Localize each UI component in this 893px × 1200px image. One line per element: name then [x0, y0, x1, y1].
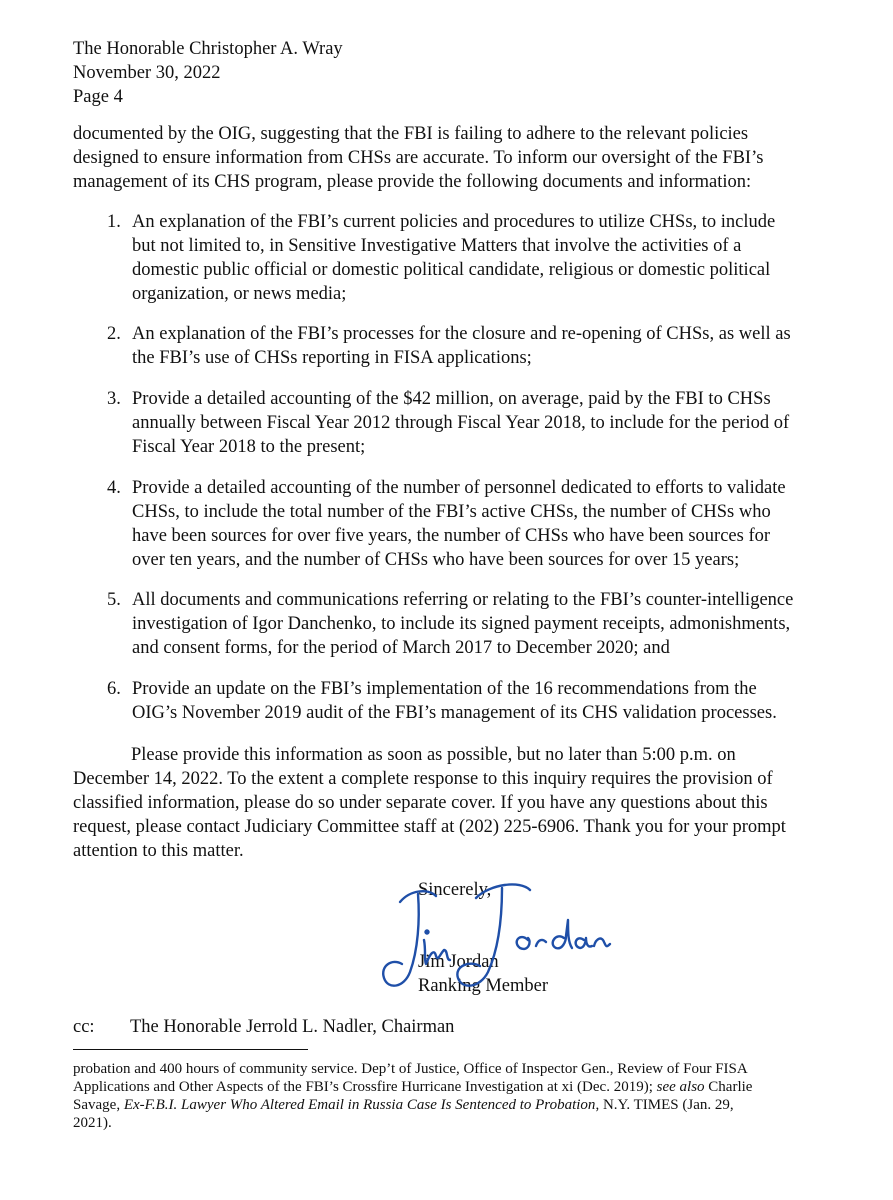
list-item-text [132, 476, 786, 572]
closing-line: Please provide this information as soon as possible, but no later than 5:00 p.m. on [131, 745, 736, 765]
page-number: Page 4 [73, 87, 123, 107]
list-item-line: Provide a detailed accounting of the number of personnel dedicated to efforts to validate [132, 478, 786, 498]
cc-label: cc: [73, 1017, 95, 1037]
list-item-line: and consent forms, for the period of March 2017 to December 2020; and [132, 638, 670, 658]
list-item-text [132, 387, 789, 459]
list-item-number: 3. [107, 389, 121, 409]
list-item-line: Fiscal Year 2018 to the present; [132, 437, 366, 457]
salutation: Sincerely, [418, 880, 492, 900]
recipient-line: The Honorable Christopher A. Wray [73, 39, 343, 59]
cc-recipient: The Honorable Jerrold L. Nadler, Chairman [130, 1017, 455, 1037]
list-item-text [132, 322, 791, 370]
footnote-divider [73, 1049, 308, 1050]
footnote-line: 2021). [73, 1115, 112, 1131]
footnote-text: Charlie [704, 1079, 753, 1095]
list-item-line: investigation of Igor Danchenko, to include its signed payment receipts, admonishments, [132, 614, 791, 634]
list-item-number: 5. [107, 590, 121, 610]
date-line: November 30, 2022 [73, 63, 221, 83]
footnote [73, 1060, 752, 1132]
list-item-line: have been sources for over five years, the number of CHSs who have been sources for [132, 526, 771, 546]
list-item-line: All documents and communications referring or relating to the FBI’s counter-intelligence [132, 590, 794, 610]
footnote-article-title: Ex-F.B.I. Lawyer Who Altered Email in Russia Case Is Sentenced to Probation [123, 1097, 596, 1113]
list-item-line: but not limited to, in Sensitive Investigative Matters that involve the activities of a [132, 236, 742, 256]
list-item-text [132, 588, 793, 660]
list-item-line: An explanation of the FBI’s current policies and procedures to utilize CHSs, to include [132, 212, 776, 232]
footnote-text: Applications and Other Aspects of the FBI’s Crossfire Hurricane Investigation at xi (Dec. 2019); [73, 1079, 657, 1095]
list-item-number: 6. [107, 679, 121, 699]
closing-paragraph [73, 743, 786, 863]
footnote-line [73, 1096, 752, 1114]
letter-header [73, 37, 343, 109]
footnote-text: Savage, [73, 1097, 124, 1113]
list-item-line: over ten years, and the number of CHSs who have been sources for over 15 years; [132, 550, 740, 570]
intro-line: management of its CHS program, please provide the following documents and information: [73, 172, 752, 192]
list-item-line: Provide an update on the FBI’s implementation of the 16 recommendations from the [132, 679, 757, 699]
list-item-line: annually between Fiscal Year 2012 through Fiscal Year 2018, to include for the period of [132, 413, 790, 433]
footnote-line [73, 1078, 752, 1096]
footnote-signal: see also [656, 1079, 705, 1095]
list-item-number: 1. [107, 212, 121, 232]
list-item-line: Provide a detailed accounting of the $42 million, on average, paid by the FBI to CHSs [132, 389, 771, 409]
footnote-line: probation and 400 hours of community service. Dep’t of Justice, Office of Inspector Gen., Review of Four FISA [73, 1061, 748, 1077]
list-item-number: 2. [107, 324, 121, 344]
signer-title: Ranking Member [418, 976, 548, 996]
closing-line: classified information, please do so under separate cover. If you have any questions about this [73, 793, 768, 813]
list-item-number: 4. [107, 478, 121, 498]
intro-line: designed to ensure information from CHSs are accurate. To inform our oversight of the FBI’s [73, 148, 764, 168]
list-item-line: CHSs, to include the total number of the FBI’s active CHSs, the number of CHSs who [132, 502, 771, 522]
list-item-line: An explanation of the FBI’s processes for the closure and re-opening of CHSs, as well as [132, 324, 791, 344]
footnote-text: , N.Y. TIMES (Jan. 29, [595, 1097, 734, 1113]
list-item-line: the FBI’s use of CHSs reporting in FISA applications; [132, 348, 532, 368]
closing-line: attention to this matter. [73, 841, 244, 861]
list-item-text [132, 677, 777, 725]
list-item-text [132, 210, 775, 306]
intro-paragraph [73, 122, 833, 194]
closing-line: December 14, 2022. To the extent a complete response to this inquiry requires the provision of [73, 769, 773, 789]
list-item-line: OIG’s November 2019 audit of the FBI’s management of its CHS validation processes. [132, 703, 777, 723]
handwritten-signature [380, 880, 615, 995]
list-item-line: organization, or news media; [132, 284, 347, 304]
signer-name: Jim Jordan [418, 952, 499, 972]
list-item-line: domestic public official or domestic political candidate, religious or domestic political [132, 260, 771, 280]
intro-line: documented by the OIG, suggesting that the FBI is failing to adhere to the relevant policies [73, 124, 749, 144]
closing-line: request, please contact Judiciary Committee staff at (202) 225-6906. Thank you for your prompt [73, 817, 786, 837]
cc-line [73, 1015, 454, 1039]
